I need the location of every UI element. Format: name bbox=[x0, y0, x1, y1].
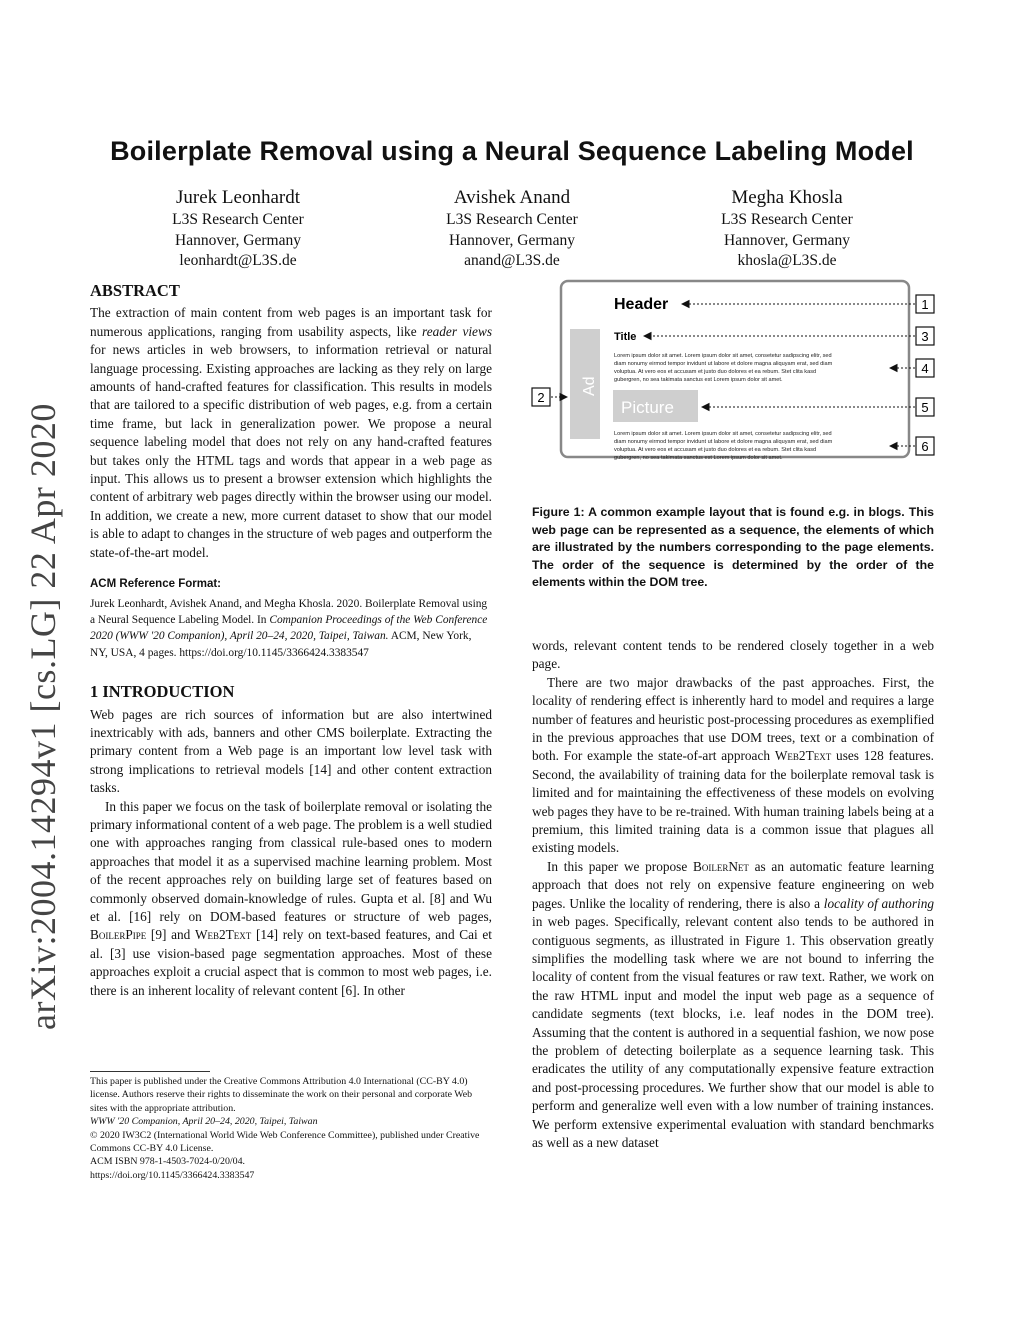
author-3 bbox=[637, 186, 937, 272]
footnote-copyright: © 2020 IW3C2 (International World Wide Web Conference Committee), published under Creative Commons CC-BY 4.0 License. bbox=[90, 1129, 480, 1155]
author-name: Avishek Anand bbox=[453, 187, 571, 208]
left-column bbox=[90, 282, 492, 1000]
intro-paragraph-2: In this paper we focus on the task of boilerplate removal or isolating the primary informational content of a web page. The problem is a well studied one with approaches ranging from classical rule-based ones to modern approaches that model it as a supervised machine learning problem. Most of the recent approaches rely on building large set of features based on commonly observed domain-knowledge of rules. Gupta et al. [8] and Wu et al. [16] rely on DOM-based features or structure of web pages, BoilerPipe [9] and Web2Text [14] rely on text-based features, and Cai et al. [3] use vision-based page segmentation approaches. Most of these approaches exploit a crucial aspect that is common to most web pages, i.e. there is an inherent locality of relevant content [6]. In other bbox=[90, 798, 492, 998]
lorem-line: gubergren, no sea takimata sanctus est Lorem ipsum dolor sit amet. bbox=[614, 377, 783, 383]
title-label: Title bbox=[614, 331, 637, 343]
lorem-line: voluptua. At vero eos et accusam et justo duo dolores et ea rebum. Stet clita kasd bbox=[614, 369, 817, 375]
right-paragraph-0: words, relevant content tends to be rendered closely together in a web page. bbox=[532, 638, 934, 672]
abstract-text: The extraction of main content from web pages is an important task for numerous applications, ranging from usability aspects, like reader views for news articles in web browsers, to information retrieval or natural language processing. Existing approaches are lacking as they rely on large amounts of hand-crafted features for classification. This results in models that are tailored to a specific distribution of web pages, e.g. from a certain time frame, but lack in generalization power. We propose a neural sequence labeling model that does not rely on any hand-crafted features but takes only the HTML tags and words that appear in a web page as input. This allows us to present a browser extension which highlights the content of arbitrary web pages directly within the browser using our model. In addition, we create a new, more current dataset to show that our model is able to adapt to changes in the structure of web pages and outperform the state-of-the-art model. bbox=[90, 305, 492, 560]
lorem-line: diam nonumy eirmod tempor invidunt ut labore et dolore magna aliquyam erat, sed diam bbox=[614, 439, 833, 445]
lorem-line: diam nonumy eirmod tempor invidunt ut labore et dolore magna aliquyam erat, sed diam bbox=[614, 361, 833, 367]
author-affiliation: L3S Research Center bbox=[721, 211, 853, 228]
author-email: anand@L3S.de bbox=[464, 252, 560, 269]
right-paragraph-1: There are two major drawbacks of the past approaches. First, the locality of rendering effect is inherently hard to model and requires a large number of features and heuristic post-processing procedures as exemplified in the previous approaches that use DOM trees, text or a combination of both. For example the state-of-art approach Web2Text uses 128 features. Second, the availability of training data for the boilerplate removal task is limited and for maintaining the effectiveness of these models on evolving web pages they have to be re-trained. With human training labels being at a premium, this limited training data is a common issue that plagues all existing models. bbox=[532, 674, 934, 856]
author-location: Hannover, Germany bbox=[449, 231, 575, 249]
footnote-rule bbox=[90, 1071, 210, 1072]
footnote bbox=[90, 1075, 492, 1182]
paper-title: Boilerplate Removal using a Neural Sequence Labeling Model bbox=[110, 136, 914, 166]
author-email: leonhardt@L3S.de bbox=[179, 252, 297, 269]
figure-1-diagram bbox=[530, 278, 940, 478]
author-email: khosla@L3S.de bbox=[737, 252, 837, 269]
acm-ref-text: Jurek Leonhardt, Avishek Anand, and Megha Khosla. 2020. Boilerplate Removal using a Neural Sequence Labeling Model. In Companion Proceedings of the Web Conference 2020 (WWW '20 Companion), April 20–24, 2020, Taipei, Taiwan. ACM, New York, NY, USA, 4 pages. https://doi.org/10.1145/3366424.3383547 bbox=[90, 597, 488, 659]
number-1: 1 bbox=[921, 297, 929, 312]
arxiv-sidebar: arXiv:2004.14294v1 [cs.LG] 22 Apr 2020 bbox=[23, 403, 63, 1030]
author-affiliation: L3S Research Center bbox=[172, 211, 304, 228]
lorem-line: gubergren, no sea takimata sanctus est Lorem ipsum dolor sit amet. bbox=[614, 455, 783, 461]
right-paragraph-2: In this paper we propose BoilerNet as an automatic feature learning approach that does not rely on expensive feature engineering on web pages. Unlike the locality of rendering, there is also a locality of authoring in web pages. Specifically, relevant content also tends to be authored in contiguous segments, as illustrated in Figure 1. This observation greatly simplifies the modelling task where we are not bound to inferring the locality of content from the visual features or raw text. Rather, we work on the raw HTML input and model the input web page as a sequence of candidate segments (text blocks, i.e. leaf nodes in the DOM tree). Assuming that the content is authored in a sequential fashion, we now pose the problem of detecting boilerplate as a sequence learning task. This eradicates the utility of any computationally expensive feature extraction and post-processing procedures. We further show that our model is able to perform and generalize well even with a low number of training instances. We perform extensive experimental evaluation with standard benchmarks as well as a new dataset bbox=[532, 858, 934, 1150]
author-location: Hannover, Germany bbox=[175, 231, 301, 249]
acm-ref-heading: ACM Reference Format: bbox=[90, 578, 221, 591]
picture-label: Picture bbox=[621, 398, 674, 417]
number-5: 5 bbox=[921, 400, 929, 415]
author-name: Jurek Leonhardt bbox=[176, 187, 300, 208]
footnote-license: This paper is published under the Creative Commons Attribution 4.0 International (CC-BY 4.0) license. Authors reserve their rights to disseminate the work on their personal and corporate Web sites with the appropriate attribution. bbox=[90, 1076, 473, 1114]
abstract-heading: ABSTRACT bbox=[90, 281, 180, 300]
lorem-line: voluptua. At vero eos et accusam et justo duo dolores et ea rebum. Stet clita kasd bbox=[614, 447, 817, 453]
footnote-venue: WWW '20 Companion, April 20–24, 2020, Taipei, Taiwan bbox=[90, 1116, 318, 1128]
number-4: 4 bbox=[921, 361, 929, 376]
figure-caption: Figure 1: A common example layout that is found e.g. in blogs. This web page can be represented as a sequence, the elements of which are illustrated by the numbers corresponding to the page elements. The order of the sequence is determined by the order of the elements within the DOM tree. bbox=[532, 505, 934, 590]
footnote-isbn: ACM ISBN 978-1-4503-7024-0/20/04. bbox=[90, 1156, 245, 1168]
number-3: 3 bbox=[921, 329, 929, 344]
number-6: 6 bbox=[921, 439, 929, 454]
lorem-line: Lorem ipsum dolor sit amet. Lorem ipsum dolor sit amet, consetetur sadipscing elitr, sed bbox=[614, 353, 832, 359]
intro-paragraph-1: Web pages are rich sources of information but are also intertwined inextricably with ads, banners and other CMS boilerplate. Extracting the primary content from a Web page is an important low level task with strong implications to retrieval models [14] and other content extraction tasks. bbox=[90, 706, 492, 796]
author-2 bbox=[362, 186, 662, 272]
lorem-line: Lorem ipsum dolor sit amet. Lorem ipsum dolor sit amet, consetetur sadipscing elitr, sed bbox=[614, 431, 832, 437]
right-column bbox=[532, 637, 934, 1152]
author-affiliation: L3S Research Center bbox=[446, 211, 578, 228]
number-2: 2 bbox=[537, 390, 545, 405]
author-name: Megha Khosla bbox=[731, 187, 843, 208]
figure-1 bbox=[530, 278, 940, 478]
author-location: Hannover, Germany bbox=[724, 231, 850, 249]
author-1 bbox=[88, 186, 388, 272]
introduction-heading: 1 INTRODUCTION bbox=[90, 682, 235, 702]
ad-label: Ad bbox=[581, 376, 598, 396]
footnote-doi: https://doi.org/10.1145/3366424.3383547 bbox=[90, 1169, 255, 1181]
header-label: Header bbox=[614, 296, 669, 313]
